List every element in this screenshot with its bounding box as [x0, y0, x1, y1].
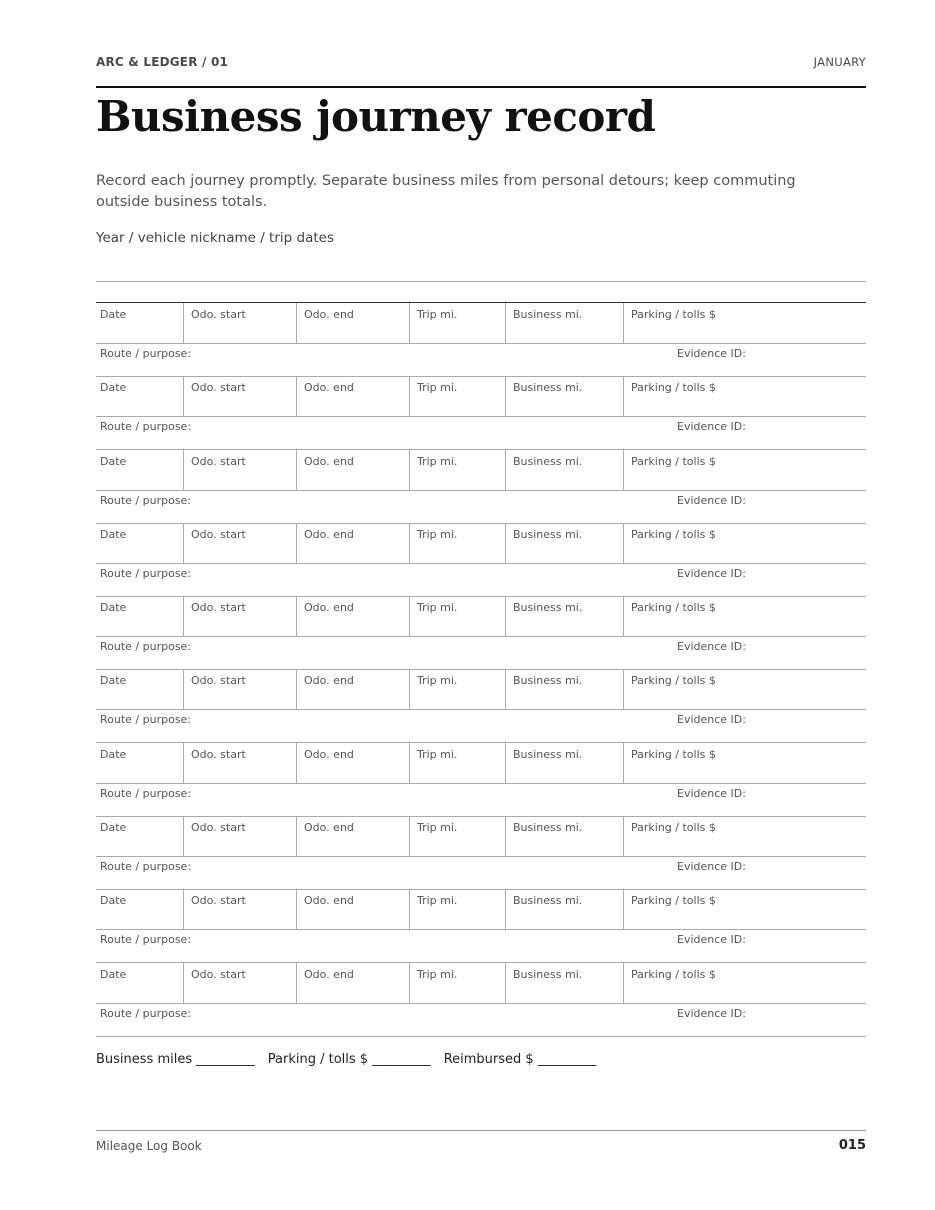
route-purpose-label: Route / purpose:	[100, 786, 192, 800]
journey-entry	[96, 450, 866, 523]
parking-tolls-cell[interactable]: Parking / tolls $	[631, 747, 716, 761]
intro-text: Record each journey promptly. Separate business miles from personal detours; keep commuting outside business totals.	[96, 173, 796, 210]
date-cell[interactable]: Date	[96, 376, 184, 416]
journey-entry	[96, 302, 866, 376]
date-cell[interactable]: Date	[96, 669, 184, 709]
business-miles-cell[interactable]: Business mi.	[506, 303, 624, 343]
odo-end-cell[interactable]: Odo. end	[297, 303, 410, 343]
page-number: 015	[838, 1138, 866, 1153]
parking-tolls-cell[interactable]: Parking / tolls $	[631, 454, 716, 468]
evidence-id-label: Evidence ID:	[677, 786, 746, 800]
route-purpose-label: Route / purpose:	[100, 420, 192, 434]
journey-entry	[96, 816, 866, 889]
trip-miles-cell[interactable]: Trip mi.	[410, 523, 506, 563]
odo-end-cell[interactable]: Odo. end	[297, 743, 410, 783]
business-miles-cell[interactable]: Business mi.	[506, 596, 624, 636]
journey-fields-row	[96, 376, 866, 417]
date-cell[interactable]: Date	[96, 963, 184, 1003]
business-miles-cell[interactable]: Business mi.	[506, 669, 624, 709]
date-cell[interactable]: Date	[96, 303, 184, 343]
odo-start-cell[interactable]: Odo. start	[184, 816, 297, 856]
journey-fields-row	[96, 596, 866, 637]
odo-start-cell[interactable]: Odo. start	[184, 889, 297, 929]
route-purpose-row[interactable]	[96, 783, 866, 817]
odo-start-cell[interactable]: Odo. start	[184, 450, 297, 490]
trip-miles-cell[interactable]: Trip mi.	[410, 596, 506, 636]
book-name: Mileage Log Book	[96, 1139, 202, 1153]
route-purpose-row[interactable]	[96, 490, 866, 524]
journey-entry	[96, 669, 866, 742]
odo-start-cell[interactable]: Odo. start	[184, 963, 297, 1003]
route-purpose-row[interactable]	[96, 343, 866, 377]
odo-end-cell[interactable]: Odo. end	[297, 963, 410, 1003]
date-cell[interactable]: Date	[96, 816, 184, 856]
odo-start-cell[interactable]: Odo. start	[184, 596, 297, 636]
vehicle-label: Year / vehicle nickname / trip dates	[96, 230, 334, 246]
parking-tolls-cell[interactable]: Parking / tolls $	[631, 967, 716, 981]
odo-start-cell[interactable]: Odo. start	[184, 376, 297, 416]
route-purpose-row[interactable]	[96, 636, 866, 670]
route-purpose-label: Route / purpose:	[100, 713, 192, 727]
odo-end-cell[interactable]: Odo. end	[297, 816, 410, 856]
parking-tolls-cell[interactable]: Parking / tolls $	[631, 821, 716, 835]
business-miles-cell[interactable]: Business mi.	[506, 889, 624, 929]
reimbursed-total[interactable]: Reimbursed $ _________	[443, 1052, 597, 1067]
date-cell[interactable]: Date	[96, 523, 184, 563]
odo-end-cell[interactable]: Odo. end	[297, 523, 410, 563]
date-cell[interactable]: Date	[96, 743, 184, 783]
journey-fields-row	[96, 450, 866, 491]
evidence-id-label: Evidence ID:	[677, 420, 746, 434]
evidence-id-label: Evidence ID:	[677, 1006, 746, 1020]
evidence-id-label: Evidence ID:	[677, 713, 746, 727]
parking-tolls-cell[interactable]: Parking / tolls $	[631, 601, 716, 615]
route-purpose-label: Route / purpose:	[100, 640, 192, 654]
route-purpose-label: Route / purpose:	[100, 566, 192, 580]
evidence-id-label: Evidence ID:	[677, 860, 746, 874]
date-cell[interactable]: Date	[96, 889, 184, 929]
journey-entry	[96, 596, 866, 669]
trip-miles-cell[interactable]: Trip mi.	[410, 743, 506, 783]
month-label: JANUARY	[813, 55, 866, 69]
date-cell[interactable]: Date	[96, 596, 184, 636]
business-miles-cell[interactable]: Business mi.	[506, 963, 624, 1003]
route-purpose-row[interactable]	[96, 709, 866, 743]
odo-end-cell[interactable]: Odo. end	[297, 450, 410, 490]
business-miles-total[interactable]: Business miles _________	[96, 1052, 255, 1067]
trip-miles-cell[interactable]: Trip mi.	[410, 669, 506, 709]
odo-end-cell[interactable]: Odo. end	[297, 596, 410, 636]
parking-tolls-cell[interactable]: Parking / tolls $	[631, 674, 716, 688]
business-miles-cell[interactable]: Business mi.	[506, 743, 624, 783]
route-purpose-label: Route / purpose:	[100, 860, 192, 874]
route-purpose-row[interactable]	[96, 416, 866, 450]
odo-start-cell[interactable]: Odo. start	[184, 743, 297, 783]
trip-miles-cell[interactable]: Trip mi.	[410, 376, 506, 416]
evidence-id-label: Evidence ID:	[677, 493, 746, 507]
page-title: Business journey record	[96, 92, 656, 141]
odo-end-cell[interactable]: Odo. end	[297, 889, 410, 929]
journey-fields-row	[96, 523, 866, 564]
trip-miles-cell[interactable]: Trip mi.	[410, 963, 506, 1003]
evidence-id-label: Evidence ID:	[677, 347, 746, 360]
trip-miles-cell[interactable]: Trip mi.	[410, 450, 506, 490]
journey-entry	[96, 963, 866, 1036]
route-purpose-label: Route / purpose:	[100, 1006, 192, 1020]
route-purpose-row[interactable]	[96, 929, 866, 963]
brand-label: ARC & LEDGER / 01	[96, 55, 229, 69]
journey-entry	[96, 743, 866, 816]
route-purpose-row[interactable]	[96, 563, 866, 597]
odo-end-cell[interactable]: Odo. end	[297, 376, 410, 416]
journey-entry	[96, 523, 866, 596]
route-purpose-label: Route / purpose:	[100, 933, 192, 947]
top-bar	[96, 55, 866, 71]
route-purpose-label: Route / purpose:	[100, 493, 192, 507]
log-page	[96, 0, 866, 1210]
evidence-id-label: Evidence ID:	[677, 566, 746, 580]
odo-end-cell[interactable]: Odo. end	[297, 669, 410, 709]
journey-entry	[96, 376, 866, 449]
business-miles-cell[interactable]: Business mi.	[506, 376, 624, 416]
totals-row	[96, 1052, 596, 1067]
business-miles-cell[interactable]: Business mi.	[506, 450, 624, 490]
parking-tolls-total[interactable]: Parking / tolls $ _________	[267, 1052, 431, 1067]
date-cell[interactable]: Date	[96, 450, 184, 490]
journey-fields-row	[96, 669, 866, 710]
journey-fields-row	[96, 963, 866, 1004]
route-purpose-label: Route / purpose:	[100, 347, 192, 360]
vehicle-write-line[interactable]	[96, 281, 866, 282]
evidence-id-label: Evidence ID:	[677, 933, 746, 947]
journey-fields-row	[96, 889, 866, 930]
business-miles-cell[interactable]: Business mi.	[506, 816, 624, 856]
trip-miles-cell[interactable]: Trip mi.	[410, 303, 506, 343]
evidence-id-label: Evidence ID:	[677, 640, 746, 654]
journey-entry	[96, 889, 866, 962]
journey-fields-row	[96, 816, 866, 857]
odo-start-cell[interactable]: Odo. start	[184, 669, 297, 709]
trip-miles-cell[interactable]: Trip mi.	[410, 816, 506, 856]
route-purpose-row[interactable]	[96, 856, 866, 890]
parking-tolls-cell[interactable]: Parking / tolls $	[631, 527, 716, 541]
journey-fields-row	[96, 743, 866, 784]
business-miles-cell[interactable]: Business mi.	[506, 523, 624, 563]
footer-rule	[96, 1130, 866, 1131]
journey-fields-row	[96, 303, 866, 344]
header-rule	[96, 86, 866, 88]
parking-tolls-cell[interactable]: Parking / tolls $	[631, 308, 716, 321]
odo-start-cell[interactable]: Odo. start	[184, 303, 297, 343]
parking-tolls-cell[interactable]: Parking / tolls $	[631, 894, 716, 908]
journey-log	[96, 302, 866, 1036]
parking-tolls-cell[interactable]: Parking / tolls $	[631, 381, 716, 395]
trip-miles-cell[interactable]: Trip mi.	[410, 889, 506, 929]
route-purpose-row[interactable]	[96, 1003, 866, 1037]
odo-start-cell[interactable]: Odo. start	[184, 523, 297, 563]
